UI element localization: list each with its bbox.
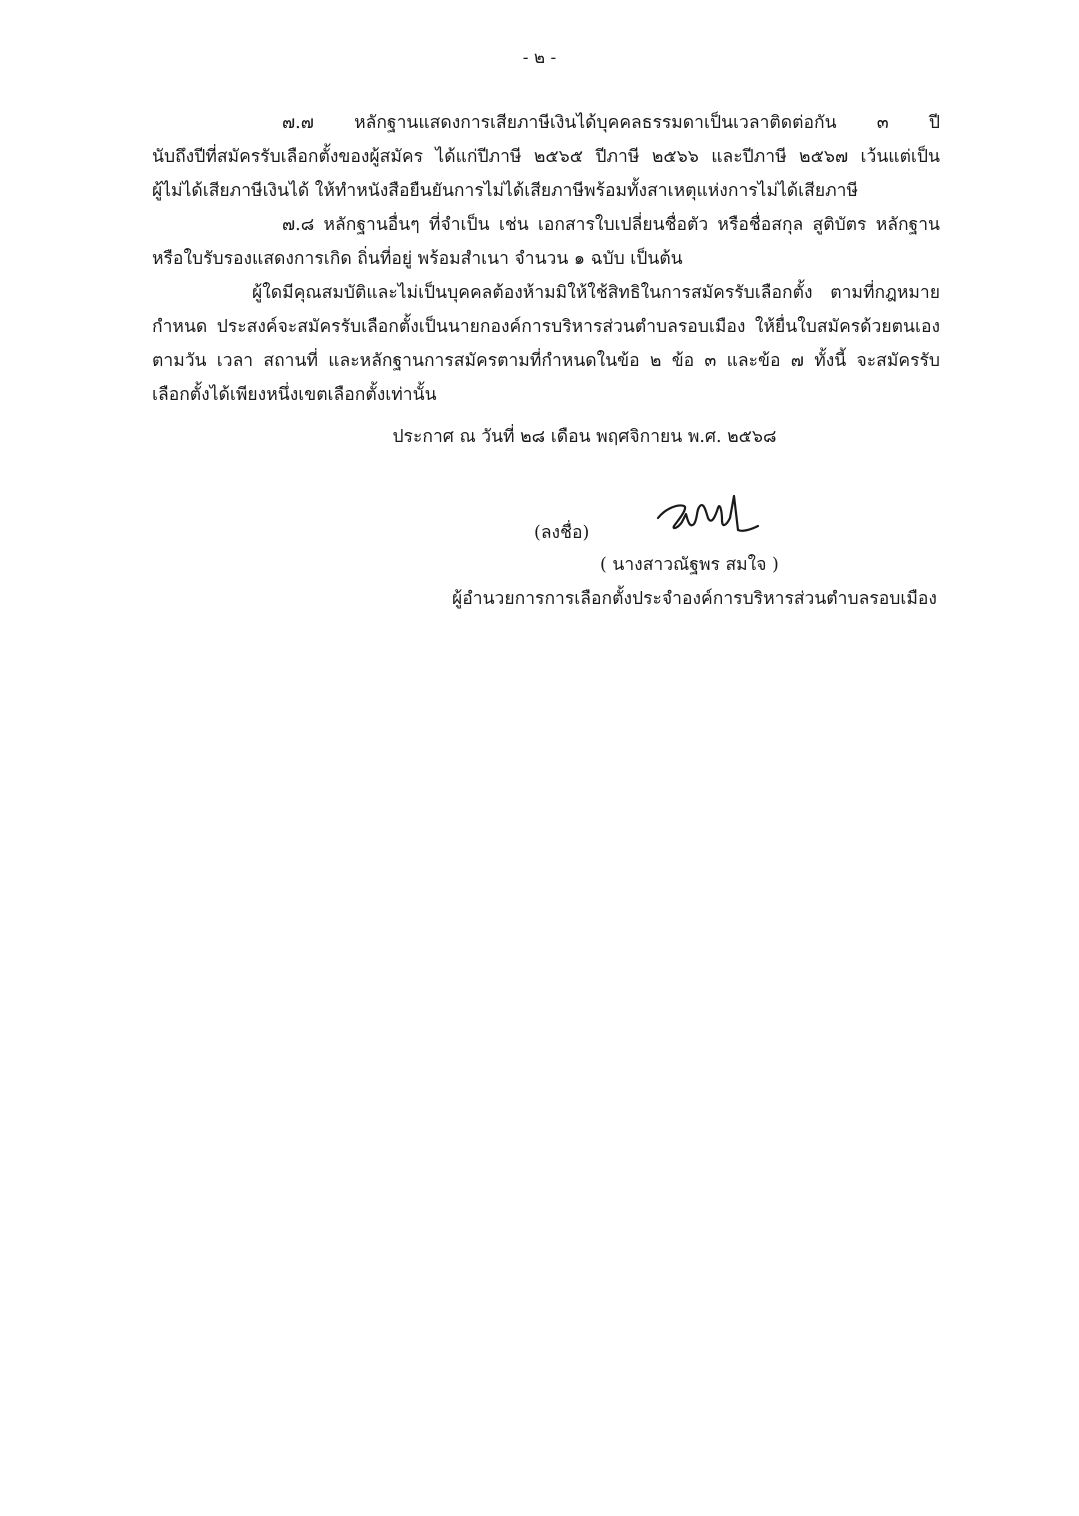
signatory-name: ( นางสาวณัฐพร สมใจ ) [600,555,779,575]
item-7-7-line-3: ผู้ไม่ได้เสียภาษีเงินได้ ให้ทำหนังสือยืนยันการไม่ได้เสียภาษีพร้อมทั้งสาเหตุแห่งการไม่ได้เสียภาษี [152,181,858,201]
item-7-8-line-1: ๗.๘ หลักฐานอื่นๆ ที่จำเป็น เช่น เอกสารใบเปลี่ยนชื่อตัว หรือชื่อสกุล สูติบัตร หลักฐาน [282,215,940,235]
closing-paragraph-line-1: ผู้ใดมีคุณสมบัติและไม่เป็นบุคคลต้องห้ามมิให้ใช้สิทธิในการสมัครรับเลือกตั้ง ตามที่กฎหมาย [252,283,940,303]
closing-paragraph-line-4: เลือกตั้งได้เพียงหนึ่งเขตเลือกตั้งเท่านั้น [152,385,437,405]
handwritten-signature [652,488,762,544]
item-7-7-line-1: ๗.๗ หลักฐานแสดงการเสียภาษีเงินได้บุคคลธรรมดาเป็นเวลาติดต่อกัน ๓ ปี [282,113,940,133]
item-7-8-line-2: หรือใบรับรองแสดงการเกิด ถิ่นที่อยู่ พร้อมสำเนา จำนวน ๑ ฉบับ เป็นต้น [152,249,683,269]
announcement-date: ประกาศ ณ วันที่ ๒๘ เดือน พฤศจิกายน พ.ศ. ๒๕๖๘ [392,427,777,447]
signatory-title: ผู้อำนวยการการเลือกตั้งประจำองค์การบริหารส่วนตำบลรอบเมือง [452,589,937,609]
closing-paragraph-line-2: กำหนด ประสงค์จะสมัครรับเลือกตั้งเป็นนายกองค์การบริหารส่วนตำบลรอบเมือง ให้ยื่นใบสมัครด้วยตนเอง [152,317,940,337]
signature-label: (ลงชื่อ) [534,523,590,543]
item-7-7-line-2: นับถึงปีที่สมัครรับเลือกตั้งของผู้สมัคร ได้แก่ปีภาษี ๒๕๖๕ ปีภาษี ๒๕๖๖ และปีภาษี ๒๕๖๗ เว้นแต่เป็น [152,147,940,167]
closing-paragraph-line-3: ตามวัน เวลา สถานที่ และหลักฐานการสมัครตามที่กำหนดในข้อ ๒ ข้อ ๓ และข้อ ๗ ทั้งนี้ จะสมัครรับ [152,351,940,371]
page-number: - ๒ - [522,48,557,68]
